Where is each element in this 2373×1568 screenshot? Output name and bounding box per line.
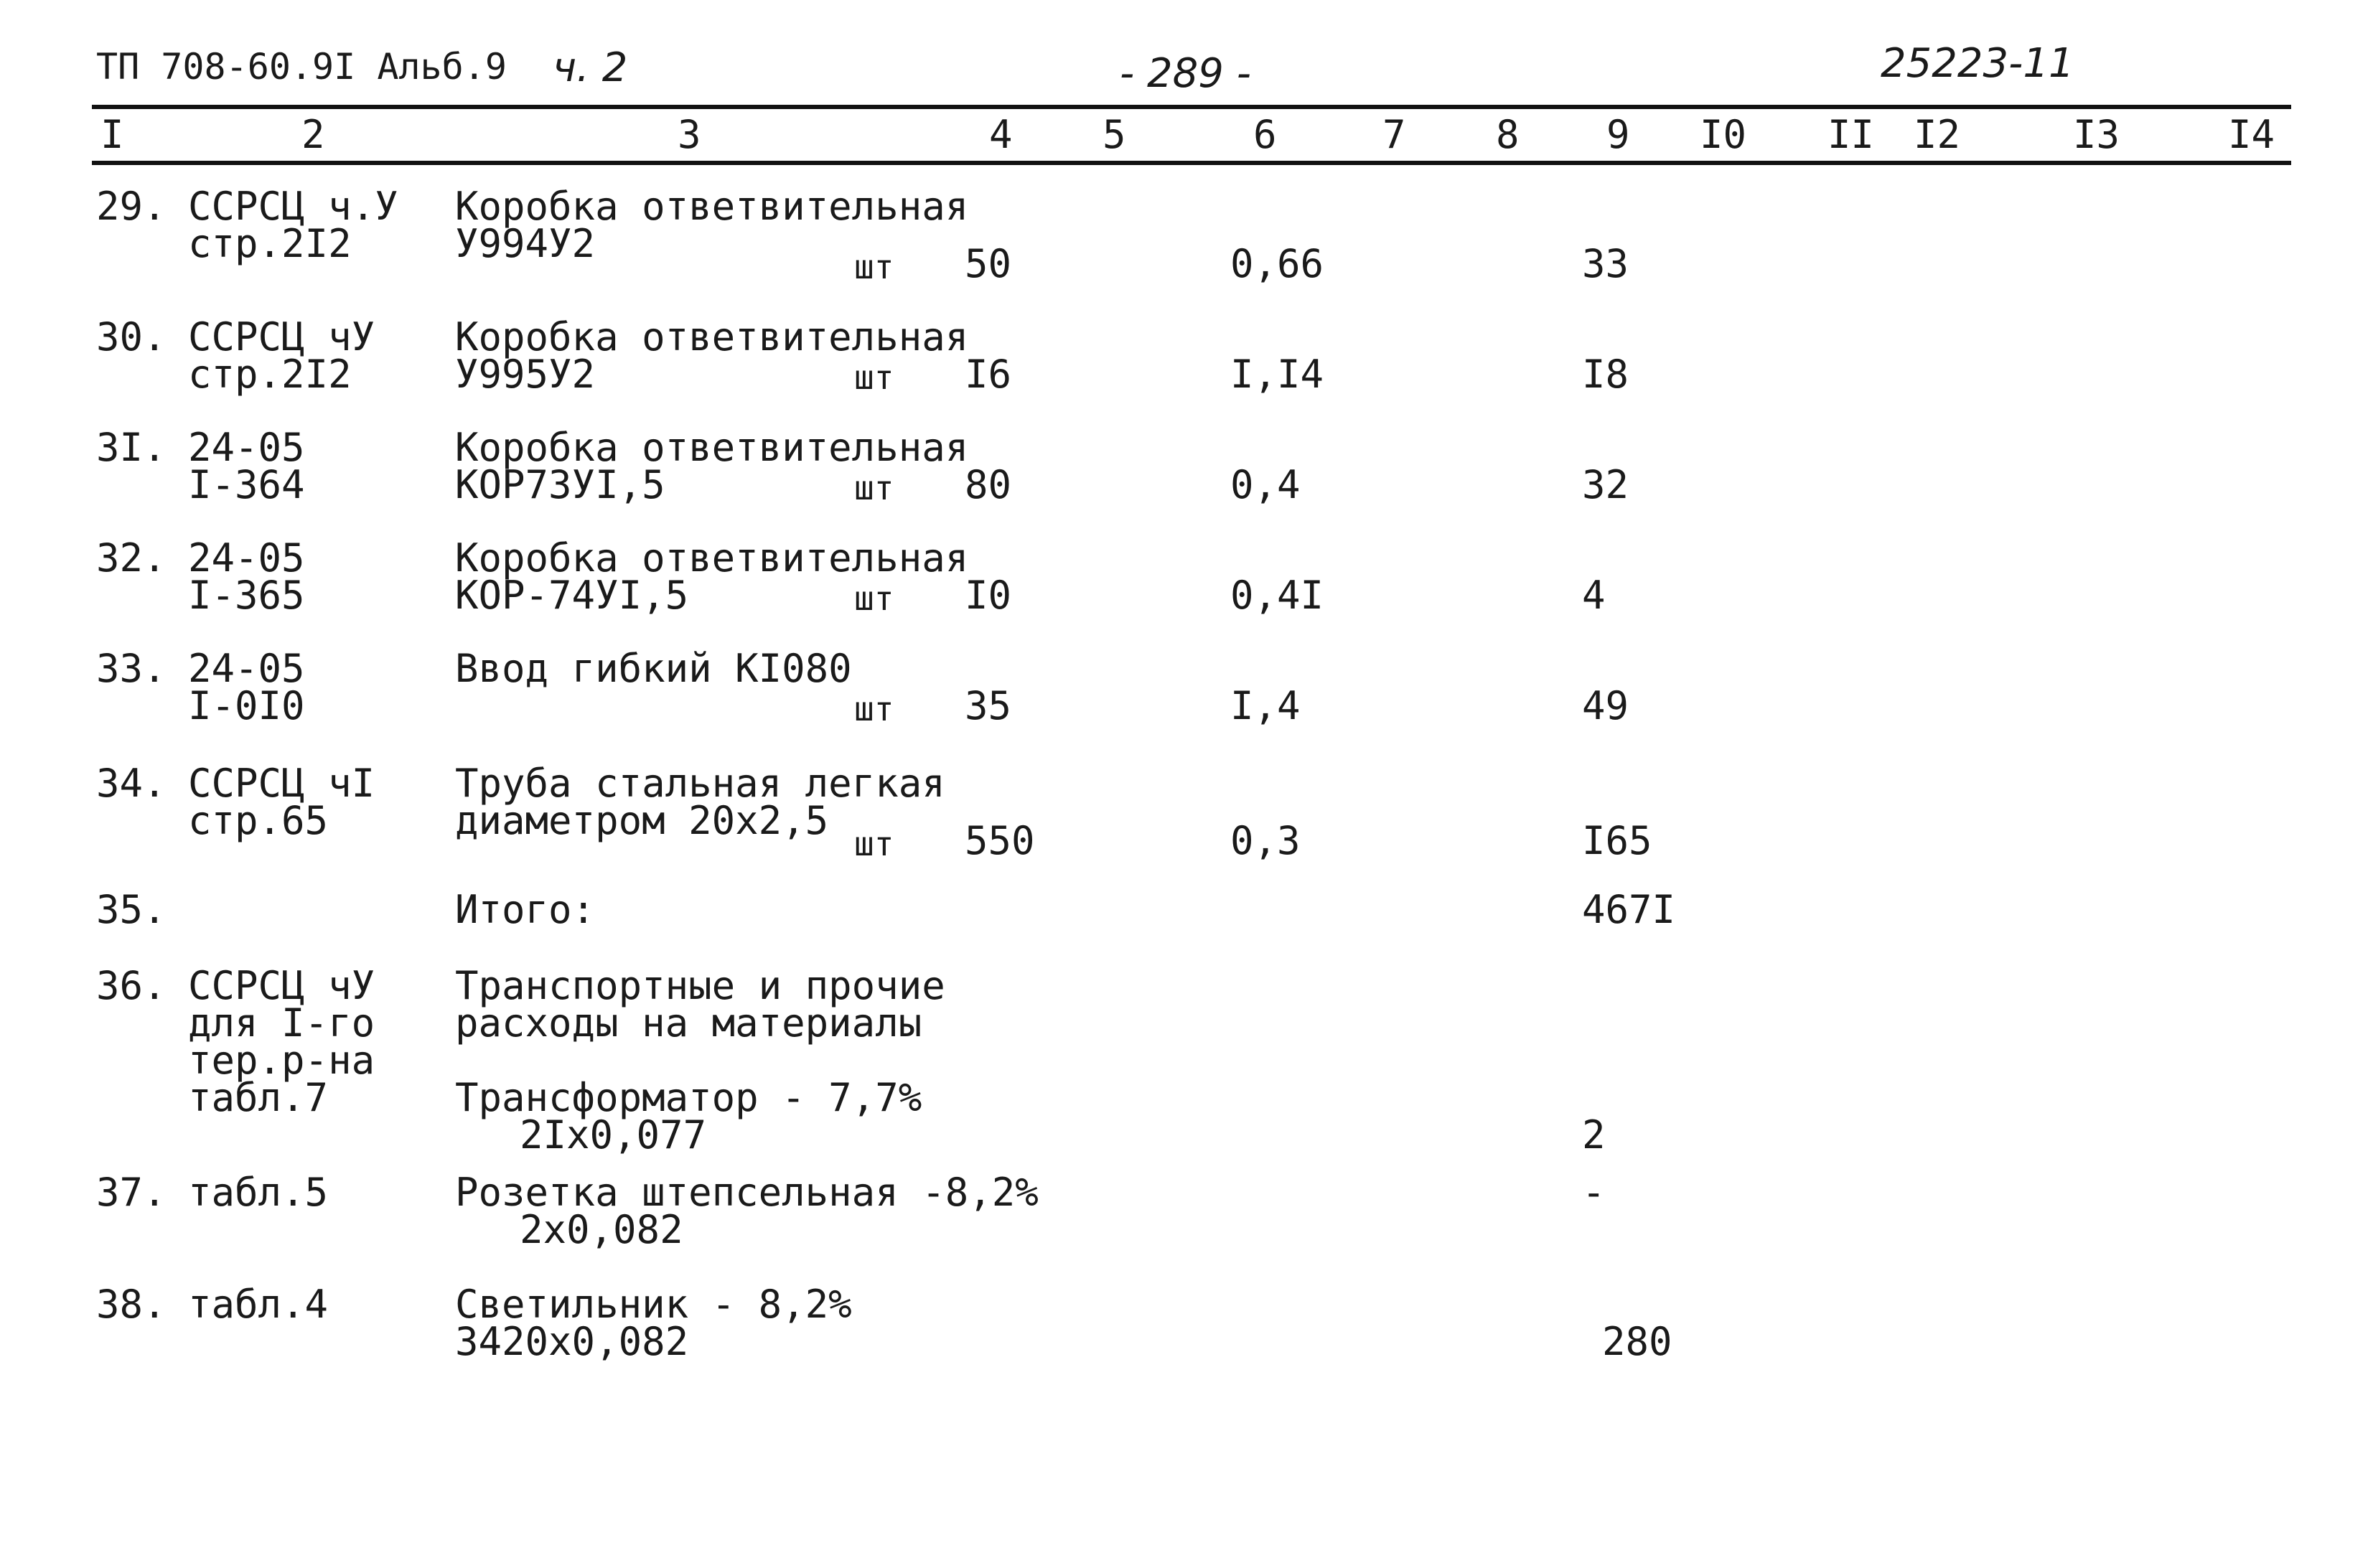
unit-cell: шт: [854, 825, 894, 863]
table-row: [0, 1282, 2373, 1364]
total-cell: 49: [1582, 683, 1629, 728]
total-cell: 280: [1602, 1319, 1672, 1364]
row-number: 35.: [96, 887, 167, 932]
table-row-total: [0, 887, 2373, 932]
item-name-line: Ввод гибкий КI080: [455, 646, 852, 691]
row-number: 30.: [96, 314, 167, 360]
coefficient-cell: 0,66: [1230, 241, 1324, 286]
quantity-cell: 80: [965, 462, 1012, 507]
source-line: табл.5: [188, 1170, 329, 1215]
source-line: стр.2I2: [188, 352, 352, 397]
quantity-cell: 550: [965, 818, 1035, 863]
item-name-line: Светильник - 8,2%: [455, 1282, 852, 1327]
source-line: тер.р-на: [188, 1038, 375, 1083]
quantity-cell: 50: [965, 241, 1012, 286]
row-number: 29.: [96, 184, 167, 229]
source-line: 24-05: [188, 646, 305, 691]
coefficient-cell: I,I4: [1230, 352, 1324, 397]
source-line: ССРСЦ чУ: [188, 314, 375, 360]
column-number: I0: [1700, 112, 1747, 157]
source-line: стр.65: [188, 798, 329, 843]
column-number: I: [100, 112, 124, 157]
row-number: 38.: [96, 1282, 167, 1327]
column-number: 4: [989, 112, 1013, 157]
row-number: 33.: [96, 646, 167, 691]
row-number: 34.: [96, 761, 167, 806]
total-cell: 32: [1582, 462, 1629, 507]
unit-cell: шт: [854, 469, 894, 507]
row-number: 37.: [96, 1170, 167, 1215]
total-cell: 33: [1582, 241, 1629, 286]
source-line: табл.7: [188, 1075, 329, 1120]
item-name-line: Коробка ответвительная: [455, 184, 969, 229]
source-line: I-364: [188, 462, 305, 507]
doc-reference: ТП 708-60.9I Альб.9: [96, 46, 507, 88]
table-row: [0, 425, 2373, 507]
column-number: II: [1827, 112, 1875, 157]
table-row: [0, 184, 2373, 286]
column-number: 5: [1103, 112, 1126, 157]
column-number: I4: [2228, 112, 2275, 157]
source-line: ССРСЦ чI: [188, 761, 375, 806]
row-number: 32.: [96, 535, 167, 581]
table-row: [0, 963, 2373, 1158]
quantity-cell: 35: [965, 683, 1012, 728]
unit-cell: шт: [854, 579, 894, 618]
source-line: I-0I0: [188, 683, 305, 728]
unit-cell: шт: [854, 690, 894, 728]
total-cell: 467I: [1582, 887, 1676, 932]
item-name-line: Итого:: [455, 887, 596, 932]
source-line: 24-05: [188, 425, 305, 470]
column-number: I2: [1914, 112, 1961, 157]
column-number: 2: [301, 112, 325, 157]
item-name-line: Труба стальная легкая: [455, 761, 945, 806]
total-cell: 2: [1582, 1112, 1606, 1158]
source-line: для I-го: [188, 1000, 375, 1046]
item-name-line: 2Iх0,077: [520, 1112, 707, 1158]
column-number: I3: [2073, 112, 2120, 157]
table-row: [0, 1170, 2373, 1252]
row-number: 3I.: [96, 425, 167, 470]
item-name-line: диаметром 20х2,5: [455, 798, 829, 843]
total-cell: I8: [1582, 352, 1629, 397]
item-name-line: У995У2: [455, 352, 596, 397]
column-number: 8: [1496, 112, 1520, 157]
source-line: стр.2I2: [188, 221, 352, 266]
item-name-line: 2х0,082: [520, 1207, 683, 1252]
table-row: [0, 646, 2373, 728]
header-rule-bottom: [92, 161, 2291, 165]
item-name-line: КОР-74УI,5: [455, 573, 689, 618]
quantity-cell: I6: [965, 352, 1012, 397]
item-name-line: Трансформатор - 7,7%: [455, 1075, 922, 1120]
coefficient-cell: I,4: [1230, 683, 1301, 728]
header-rule-top: [92, 105, 2291, 109]
source-line: ССРСЦ чУ: [188, 963, 375, 1008]
item-name-line: Коробка ответвительная: [455, 314, 969, 360]
source-line: I-365: [188, 573, 305, 618]
unit-cell: шт: [854, 248, 894, 286]
total-cell: 4: [1582, 573, 1606, 618]
item-name-line: Коробка ответвительная: [455, 535, 969, 581]
row-number: 36.: [96, 963, 167, 1008]
quantity-cell: I0: [965, 573, 1012, 618]
item-name-line: расходы на материалы: [455, 1000, 922, 1046]
source-line: 24-05: [188, 535, 305, 581]
column-number: 7: [1382, 112, 1406, 157]
coefficient-cell: 0,4: [1230, 462, 1301, 507]
total-cell: -: [1582, 1170, 1606, 1215]
table-row: [0, 761, 2373, 863]
coefficient-cell: 0,4I: [1230, 573, 1324, 618]
doc-part: ч. 2: [553, 44, 628, 91]
archive-code: 25223-11: [1881, 40, 2074, 87]
column-number: 9: [1606, 112, 1630, 157]
item-name-line: Транспортные и прочие: [455, 963, 945, 1008]
item-name-line: Коробка ответвительная: [455, 425, 969, 470]
item-name-line: 3420х0,082: [455, 1319, 689, 1364]
table-row: [0, 535, 2373, 618]
table-row: [0, 314, 2373, 397]
item-name-line: У994У2: [455, 221, 596, 266]
unit-cell: шт: [854, 358, 894, 397]
source-line: ССРСЦ ч.У: [188, 184, 398, 229]
column-number: 6: [1253, 112, 1277, 157]
item-name-line: Розетка штепсельная -8,2%: [455, 1170, 1039, 1215]
source-line: табл.4: [188, 1282, 329, 1327]
page-number: - 289 -: [1120, 50, 1251, 97]
item-name-line: КОР73УI,5: [455, 462, 665, 507]
column-number: 3: [678, 112, 701, 157]
total-cell: I65: [1582, 818, 1652, 863]
coefficient-cell: 0,3: [1230, 818, 1301, 863]
